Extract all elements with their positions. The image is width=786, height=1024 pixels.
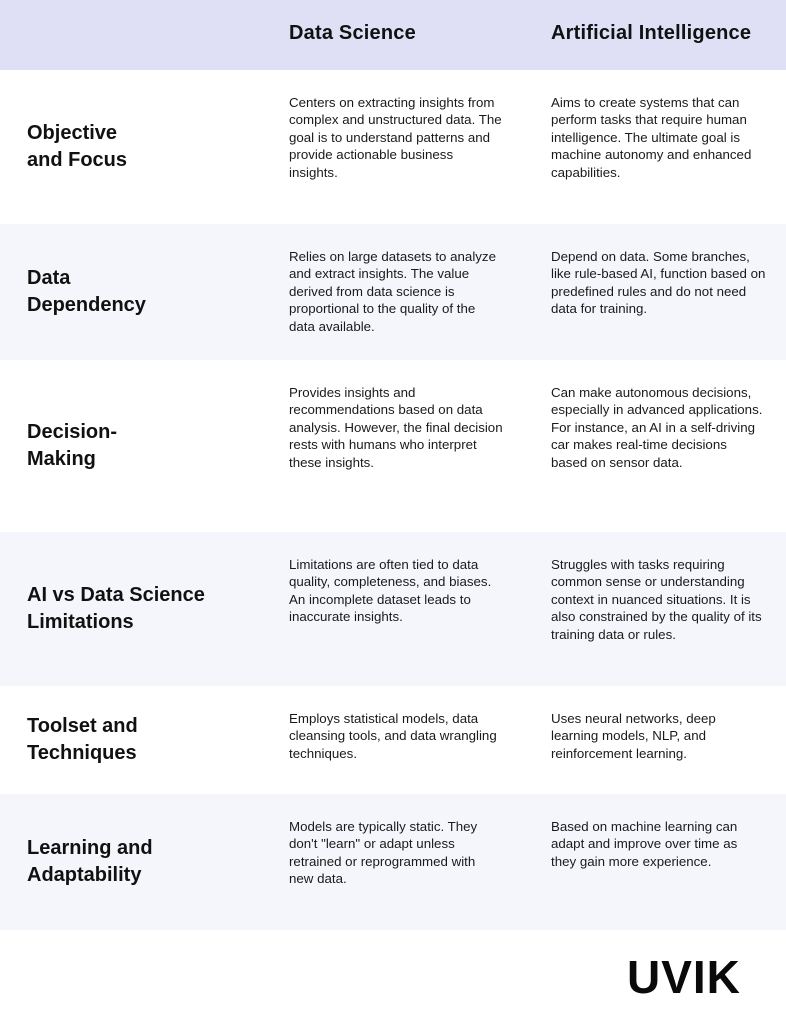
data-science-cell: Limitations are often tied to data quality, completeness, and biases. An incomplete dataset leads to inaccurate insights.: [289, 557, 492, 625]
ai-cell: Uses neural networks, deep learning models, NLP, and reinforcement learning.: [551, 711, 716, 761]
column-header-artificial-intelligence: Artificial Intelligence: [551, 22, 752, 44]
table-row: [0, 794, 786, 930]
ai-cell: Depend on data. Some branches, like rule-based AI, function based on predefined rules and do not need data for training.: [551, 249, 766, 317]
data-science-cell: Provides insights and recommendations based on data analysis. However, the final decision rests with humans who interpret these insights.: [289, 385, 503, 470]
ai-cell: Based on machine learning can adapt and improve over time as they gain more experience.: [551, 819, 738, 869]
ai-cell: Aims to create systems that can perform tasks that require human intelligence. The ultimate goal is machine autonomy and enhanced capabilities.: [551, 95, 752, 180]
data-science-cell: Models are typically static. They don't "learn" or adapt unless retrained or reprogrammed with new data.: [289, 819, 478, 887]
table-row: [0, 360, 786, 532]
table-header: [0, 0, 786, 70]
uvik-logo: UVIK: [627, 951, 741, 1003]
table-row: [0, 532, 786, 686]
data-science-cell: Employs statistical models, data cleansing tools, and data wrangling techniques.: [289, 711, 497, 761]
table-row: [0, 70, 786, 224]
row-label: Objective and Focus: [27, 122, 128, 171]
row-label: Toolset and Techniques: [27, 715, 138, 764]
row-label: Learning and Adaptability: [27, 837, 153, 886]
table-row: [0, 686, 786, 794]
row-label: Decision-Making: [27, 421, 118, 470]
data-science-cell: Relies on large datasets to analyze and extract insights. The value derived from data science is proportional to the quality of the data available.: [289, 249, 496, 334]
table-row: [0, 224, 786, 360]
row-label: Data Dependency: [27, 267, 146, 316]
ai-cell: Can make autonomous decisions, especially in advanced applications. For instance, an AI in a self-driving car makes real-time decisions based on sensor data.: [551, 385, 763, 470]
column-header-data-science: Data Science: [289, 22, 416, 44]
data-science-cell: Centers on extracting insights from complex and unstructured data. The goal is to understand patterns and provide actionable business insights.: [289, 95, 502, 180]
row-label: AI vs Data Science Limitations: [27, 584, 205, 633]
ai-cell: Struggles with tasks requiring common sense or understanding context in nuanced situations. It is also constrained by the quality of its training data or rules.: [551, 557, 762, 642]
